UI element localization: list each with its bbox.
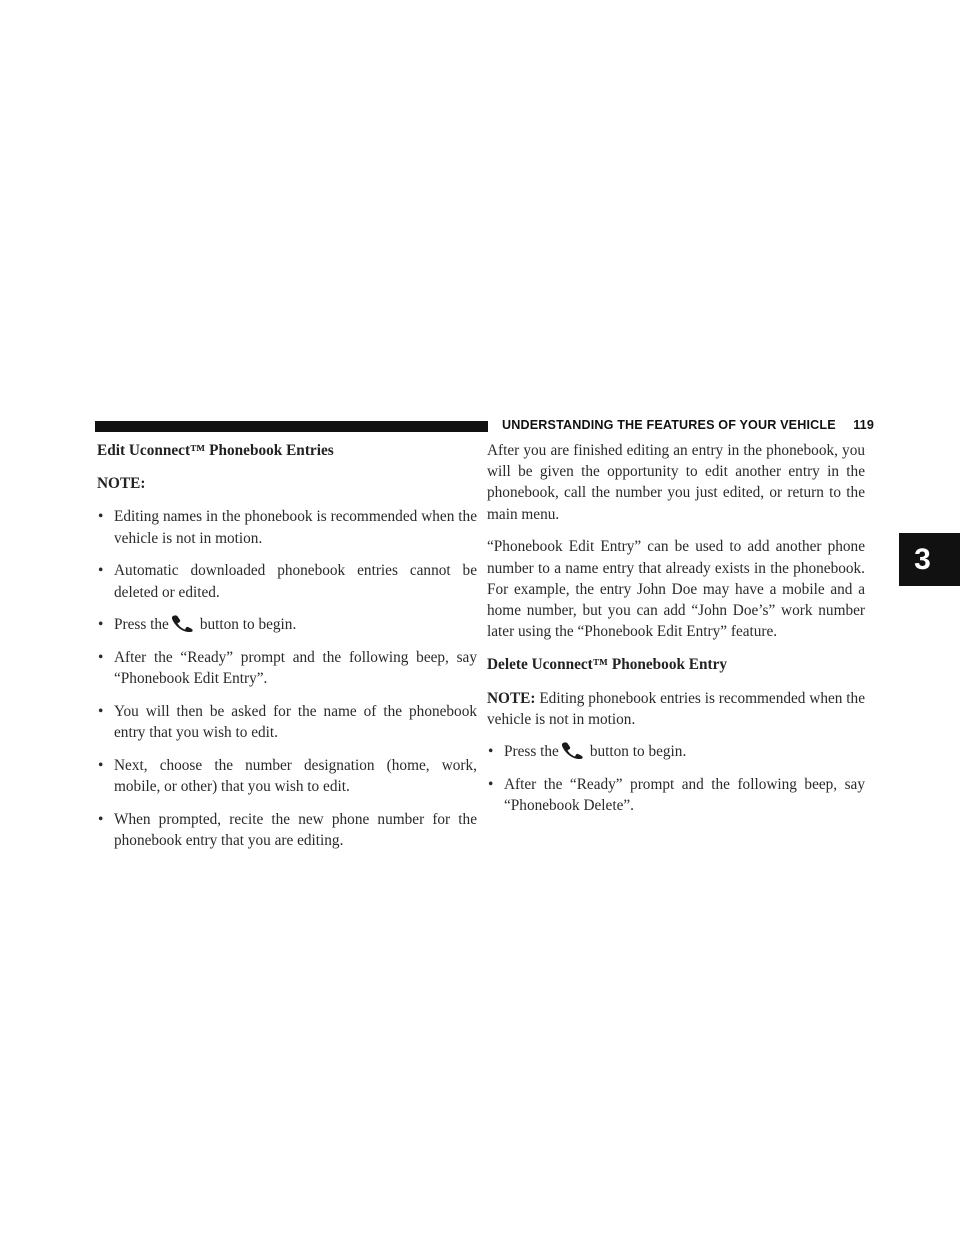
phone-icon	[560, 741, 589, 759]
phone-icon	[170, 614, 199, 632]
list-item: • Editing names in the phonebook is recommended when the vehicle is not in motion.	[97, 506, 477, 548]
paragraph: “Phonebook Edit Entry” can be used to add another phone number to a name entry that already exists in the phonebook. For example, the entry John Doe may have a mobile and a home number, but you can add “John Doe’s” work number later using the “Phonebook Edit Entry” feature.	[487, 538, 865, 641]
chapter-tab: 3	[899, 533, 960, 586]
running-header	[502, 418, 874, 432]
list-item: • You will then be asked for the name of the phonebook entry that you wish to edit.	[97, 701, 477, 743]
page-number: 119	[853, 418, 874, 432]
list-item: • Next, choose the number designation (home, work, mobile, or other) that you wish to edit.	[97, 755, 477, 797]
list-item: • After the “Ready” prompt and the following beep, say “Phonebook Edit Entry”.	[97, 647, 477, 689]
paragraph: After you are finished editing an entry in the phonebook, you will be given the opportunity to edit another entry in the phonebook, call the number you just edited, or return to the main menu.	[487, 442, 865, 523]
list-item: • When prompted, recite the new phone number for the phonebook entry that you are editing.	[97, 809, 477, 851]
list-item: • After the “Ready” prompt and the following beep, say “Phonebook Delete”.	[487, 774, 865, 816]
right-column	[487, 440, 865, 817]
list-item: • Press the button to begin.	[487, 741, 865, 762]
section-title: UNDERSTANDING THE FEATURES OF YOUR VEHICLE	[502, 418, 836, 432]
list-item: • Automatic downloaded phonebook entries cannot be deleted or edited.	[97, 560, 477, 602]
list-item: • Press the button to begin.	[97, 614, 477, 635]
note-label: NOTE:	[487, 689, 536, 707]
section-heading-edit: Edit Uconnect™ Phonebook Entries	[97, 442, 334, 459]
left-column	[97, 440, 477, 851]
note-paragraph: NOTE: Editing phonebook entries is recommended when the vehicle is not in motion.	[487, 689, 865, 728]
section-heading-delete: Delete Uconnect™ Phonebook Entry	[487, 656, 728, 674]
note-label: NOTE:	[97, 475, 146, 493]
header-rule	[95, 421, 488, 432]
